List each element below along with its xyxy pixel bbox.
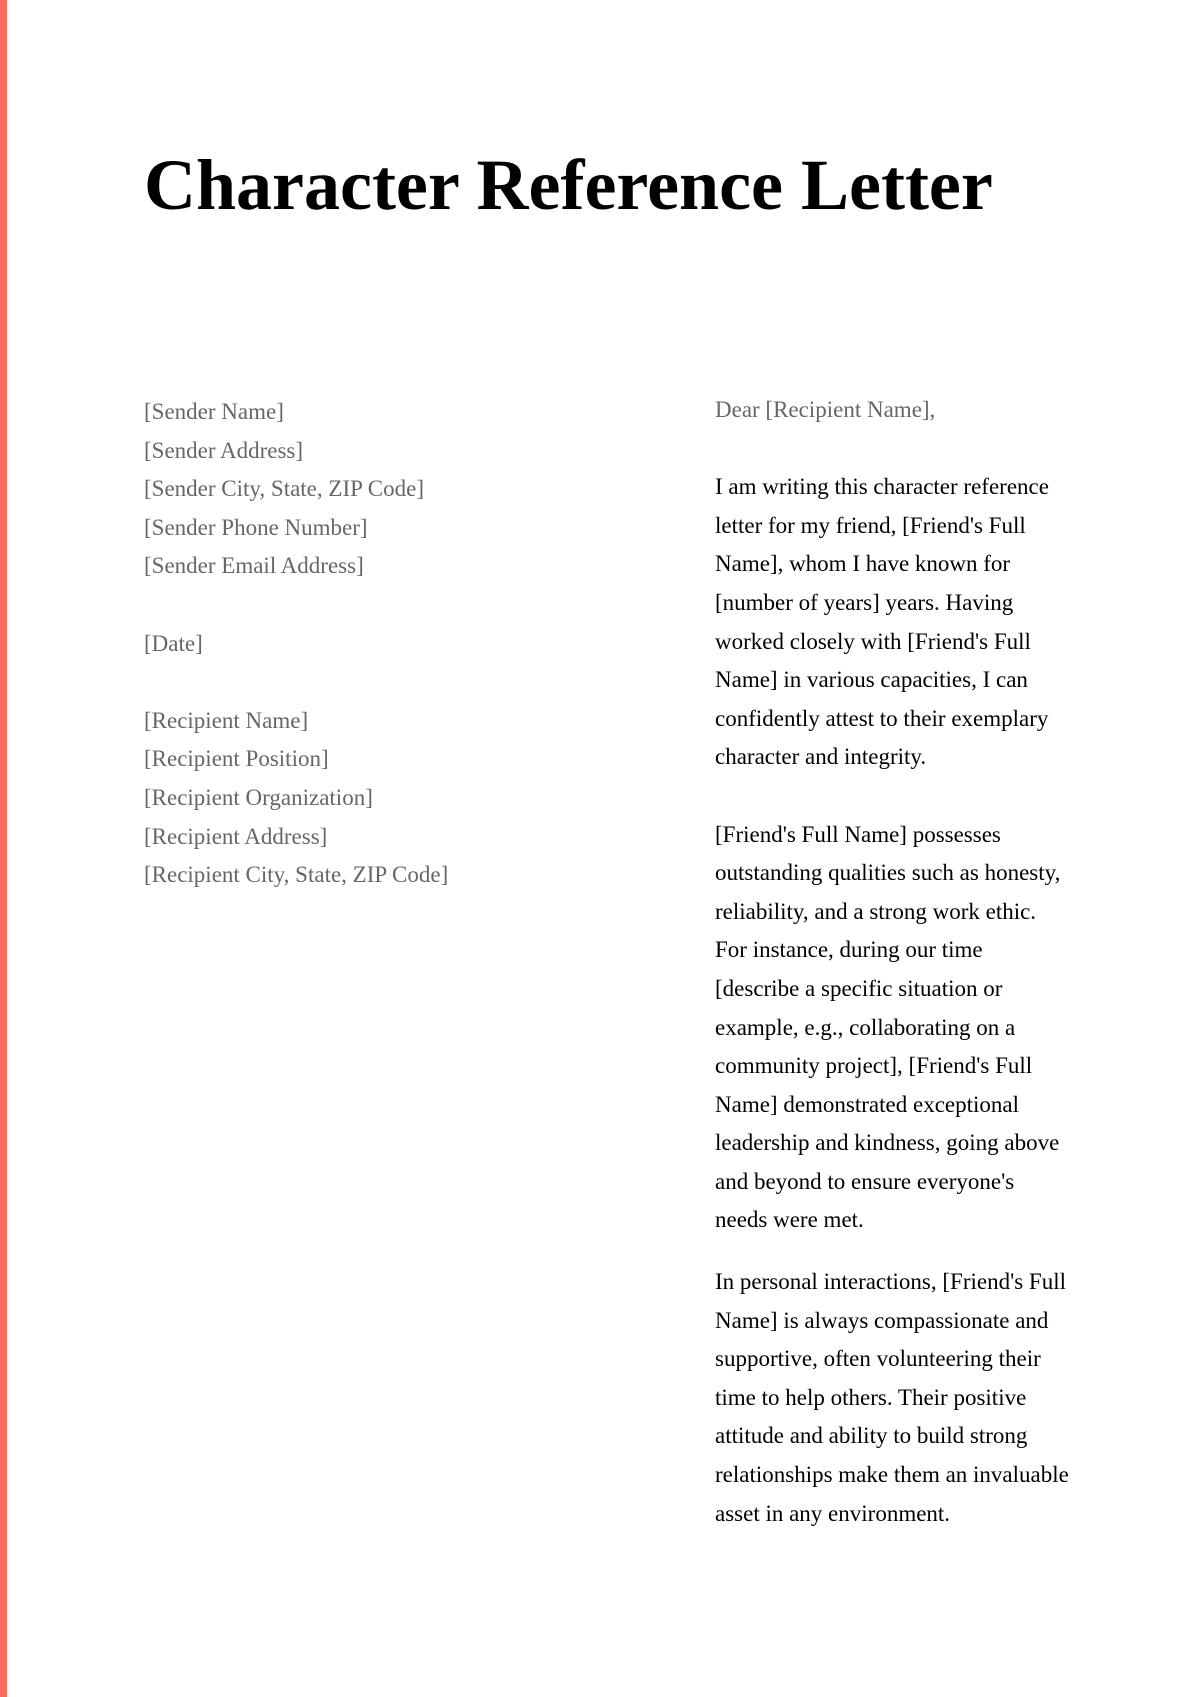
accent-stripe [0,0,7,1697]
body-paragraph: In personal interactions, [Friend's Full Name] is always compassionate and supportive, often volunteering their time to help others. Their positive attitude and ability to build strong relationships make them an invaluable asset in any environment. [715,1269,1069,1526]
body-paragraph: I am writing this character reference letter for my friend, [Friend's Full Name], whom I have known for [number of years] years. Having worked closely with [Friend's Full Name] in various capacities, I can confidently attest to their exemplary character and integrity. [715,474,1049,770]
recipient-organization: [Recipient Organization] [144,784,373,810]
recipient-address: [Recipient Address] [144,823,328,849]
document-title: Character Reference Letter [144,145,993,225]
sender-phone: [Sender Phone Number] [144,514,368,540]
sender-address: [Sender Address] [144,437,304,463]
address-block [144,393,644,895]
spacer [715,430,1070,469]
body-paragraph: [Friend's Full Name] possesses outstanding qualities such as honesty, reliability, and a strong work ethic. For instance, during our time [describe a specific situation or example, e.g., collaborating on a community project], [Friend's Full Name] demonstrated exceptional leadership and kindness, going above and beyond to ensure everyone's needs were met. [715,821,1061,1233]
sender-block [144,393,644,586]
sender-name: [Sender Name] [144,399,284,424]
spacer [715,777,1070,816]
spacer [144,586,644,625]
recipient-city-state-zip: [Recipient City, State, ZIP Code] [144,862,449,888]
sender-email: [Sender Email Address] [144,553,364,579]
letter-date: [Date] [144,630,203,656]
spacer [715,1240,1070,1263]
letter-body [715,391,1070,1533]
recipient-block [144,702,644,895]
salutation: Dear [Recipient Name], [715,397,936,422]
recipient-name: [Recipient Name] [144,707,309,733]
spacer [144,663,644,702]
sender-city-state-zip: [Sender City, State, ZIP Code] [144,476,424,502]
recipient-position: [Recipient Position] [144,746,329,772]
